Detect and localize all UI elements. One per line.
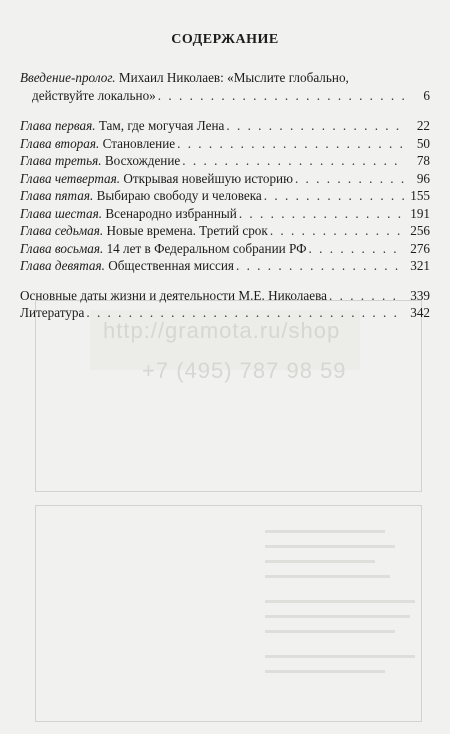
toc-entry-chapter (20, 205, 430, 223)
toc-page-number: 256 (410, 223, 430, 238)
show-through-frame-lower (35, 505, 422, 722)
toc-entry-prefix: Глава вторая. (20, 135, 100, 151)
toc-entry-title: Становление (99, 135, 176, 151)
show-through-line (265, 560, 375, 563)
leader-dots (239, 205, 404, 223)
toc-entry-text (20, 257, 234, 275)
toc-entry-prefix: Глава девятая. (20, 258, 105, 273)
show-through-line (265, 655, 415, 658)
show-through-line (265, 615, 410, 618)
leader-dots (295, 170, 404, 188)
toc-page-number: 321 (410, 258, 430, 273)
toc-page-number: 22 (416, 118, 430, 133)
toc-page-number: 276 (410, 240, 430, 256)
leader-dots (158, 87, 404, 105)
leader-dots (177, 135, 404, 153)
toc-entry-text (20, 205, 237, 223)
toc-page-number: 342 (410, 305, 430, 320)
toc-entry-intro-line2 (20, 87, 430, 105)
toc-entry-intro-line1 (20, 69, 430, 87)
leader-dots (264, 187, 404, 205)
toc-entry-appendix (20, 287, 430, 305)
toc-entry-chapter (20, 135, 430, 153)
toc-entry-prefix: Введение-пролог. (20, 70, 116, 85)
leader-dots (329, 287, 404, 305)
toc-entry-prefix: Глава седьмая. (20, 223, 104, 238)
toc-entry-title: Литература (20, 305, 85, 320)
leader-dots (182, 152, 404, 170)
toc-entry-prefix: Глава четвертая. (20, 170, 121, 186)
page-title: СОДЕРЖАНИЕ (171, 32, 279, 47)
toc-page-number: 339 (410, 287, 430, 303)
watermark-url: http://gramota.ru/shop (103, 318, 341, 343)
toc-entry-chapter (20, 257, 430, 275)
toc-entry-text (20, 222, 268, 240)
toc-page-number: 50 (416, 135, 430, 151)
toc-entry-prefix: Глава восьмая. (20, 240, 104, 256)
show-through-line (265, 630, 395, 633)
toc-entry-title: 14 лет в Федеральном собрании РФ (103, 240, 307, 256)
show-through-line (265, 530, 385, 533)
show-through-line (265, 575, 390, 578)
show-through-line (265, 600, 415, 603)
show-through-line (265, 545, 395, 548)
toc-entry-text (20, 135, 175, 153)
leader-dots (309, 240, 404, 258)
toc-entry-chapter (20, 240, 430, 258)
leader-dots (86, 304, 404, 322)
toc-page-number: 6 (423, 87, 430, 103)
toc-entry-chapter (20, 222, 430, 240)
toc-entry-prefix: Глава пятая. (20, 188, 94, 203)
toc-entry-chapter (20, 152, 430, 170)
toc-entry-title: Основные даты жизни и деятельности М.Е. Николаева (20, 287, 328, 303)
toc-entry-chapter (20, 187, 430, 205)
toc-page-number: 191 (410, 205, 430, 221)
chapter-list (20, 117, 430, 275)
toc-entry-prefix: Глава шестая. (20, 205, 103, 221)
toc-entry-title: Всенародно избранный (102, 205, 237, 221)
toc-entry-prefix: Глава третья. (20, 153, 102, 168)
toc-entry-text (20, 152, 180, 170)
toc-entry-text (20, 117, 224, 135)
leader-dots (226, 117, 404, 135)
toc-entry-title: Выбираю свободу и человека (93, 188, 262, 203)
toc-entry-text (20, 187, 262, 205)
toc-entry-title: Там, где могучая Лена (95, 118, 225, 133)
toc-entry-title: Общественная миссия (104, 258, 234, 273)
toc-entry-prefix: Глава первая. (20, 118, 96, 133)
toc-entry-chapter (20, 117, 430, 135)
toc-entry-title-cont: действуйте локально» (32, 87, 156, 103)
toc-entry-text (20, 240, 307, 258)
table-of-contents (20, 69, 430, 322)
watermark-phone: +7 (495) 787 98 59 (142, 358, 347, 383)
toc-page-number: 96 (416, 170, 430, 186)
toc-entry-title: Восхождение (101, 153, 181, 168)
toc-entry-appendix (20, 304, 430, 322)
appendix-list (20, 287, 430, 322)
toc-entry-chapter (20, 170, 430, 188)
leader-dots (236, 257, 404, 275)
leader-dots (270, 222, 404, 240)
toc-page-number: 78 (416, 153, 430, 168)
toc-page-number: 155 (410, 188, 430, 203)
show-through-line (265, 670, 385, 673)
toc-entry-text (20, 170, 293, 188)
toc-entry-title: Открывая новейшую историю (120, 170, 293, 186)
toc-entry-title: Михаил Николаев: «Мыслите глобально, (115, 70, 349, 85)
toc-entry-title: Новые времена. Третий срок (103, 223, 268, 238)
toc-entry-intro (20, 69, 430, 104)
